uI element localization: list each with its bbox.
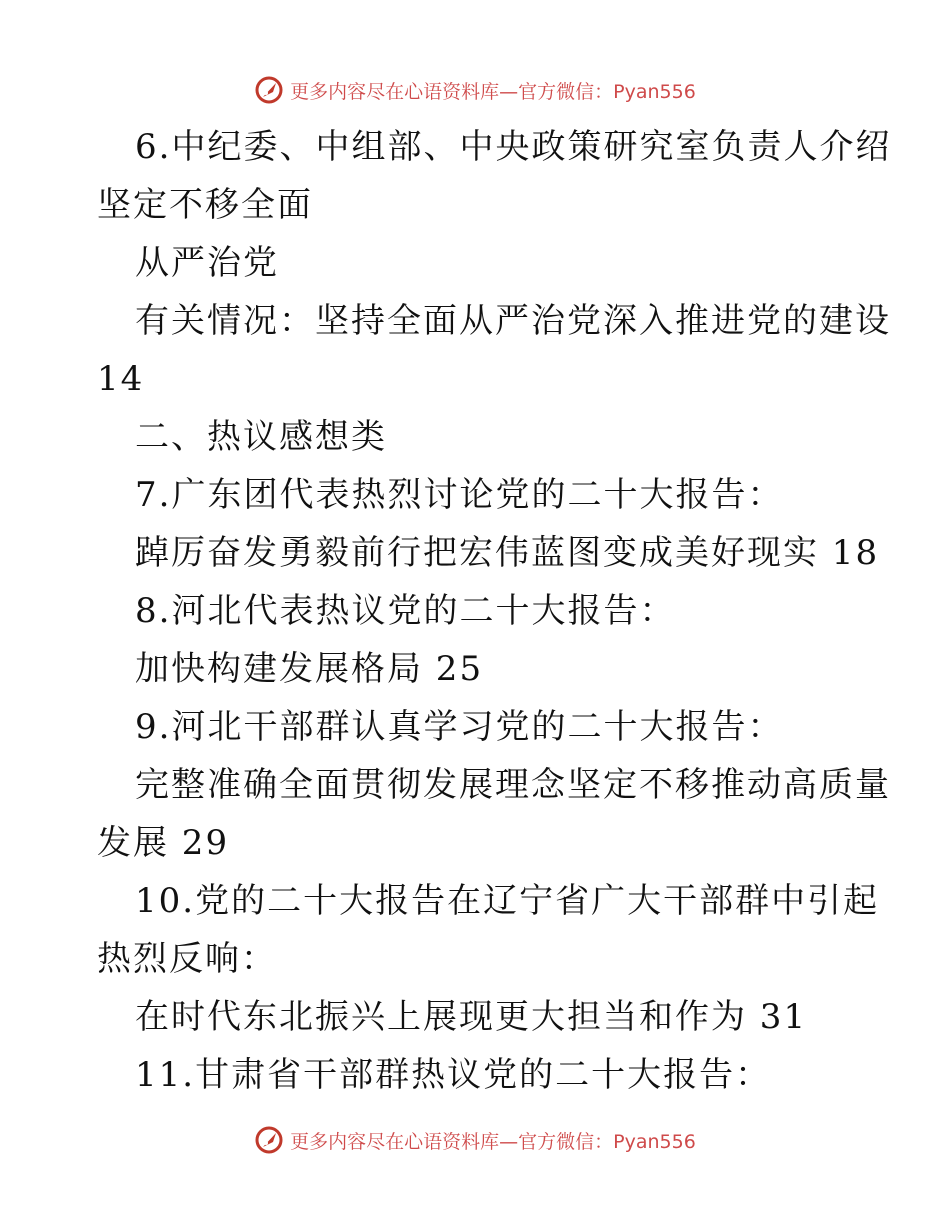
toc-line: 6.中纪委、中组部、中央政策研究室负责人介绍: [135, 127, 892, 167]
toc-line: 7.广东团代表热烈讨论党的二十大报告：: [135, 475, 784, 515]
header-watermark: [0, 70, 950, 110]
feather-logo-icon: [254, 1125, 284, 1155]
toc-line: 发展 29: [97, 823, 230, 863]
toc-line: 完整准确全面贯彻发展理念坚定不移推动高质量: [135, 765, 891, 805]
toc-line: 11.甘肃省干部群热议党的二十大报告：: [135, 1055, 772, 1095]
section-heading: 二、热议感想类: [135, 417, 387, 457]
toc-line: 踔厉奋发勇毅前行把宏伟蓝图变成美好现实 18: [135, 533, 880, 573]
footer-watermark: [0, 1120, 950, 1160]
toc-line: 有关情况：坚持全面从严治党深入推进党的建设: [135, 301, 891, 341]
watermark-text: 更多内容尽在心语资料库—官方微信：Pyan556: [290, 1130, 696, 1153]
toc-line: 8.河北代表热议党的二十大报告：: [135, 591, 676, 631]
watermark-text: 更多内容尽在心语资料库—官方微信：Pyan556: [290, 80, 696, 103]
toc-line: 热烈反响：: [97, 939, 277, 979]
toc-line: 加快构建发展格局 25: [135, 649, 484, 689]
toc-page-number: 14: [97, 359, 145, 399]
toc-line: 坚定不移全面: [97, 185, 313, 225]
toc-line: 从严治党: [135, 243, 279, 283]
toc-line: 在时代东北振兴上展现更大担当和作为 31: [135, 997, 808, 1037]
toc-line: 10.党的二十大报告在辽宁省广大干部群中引起: [135, 881, 880, 921]
toc-content: [97, 118, 892, 1104]
feather-logo-icon: [254, 75, 284, 105]
toc-line: 9.河北干部群认真学习党的二十大报告：: [135, 707, 784, 747]
